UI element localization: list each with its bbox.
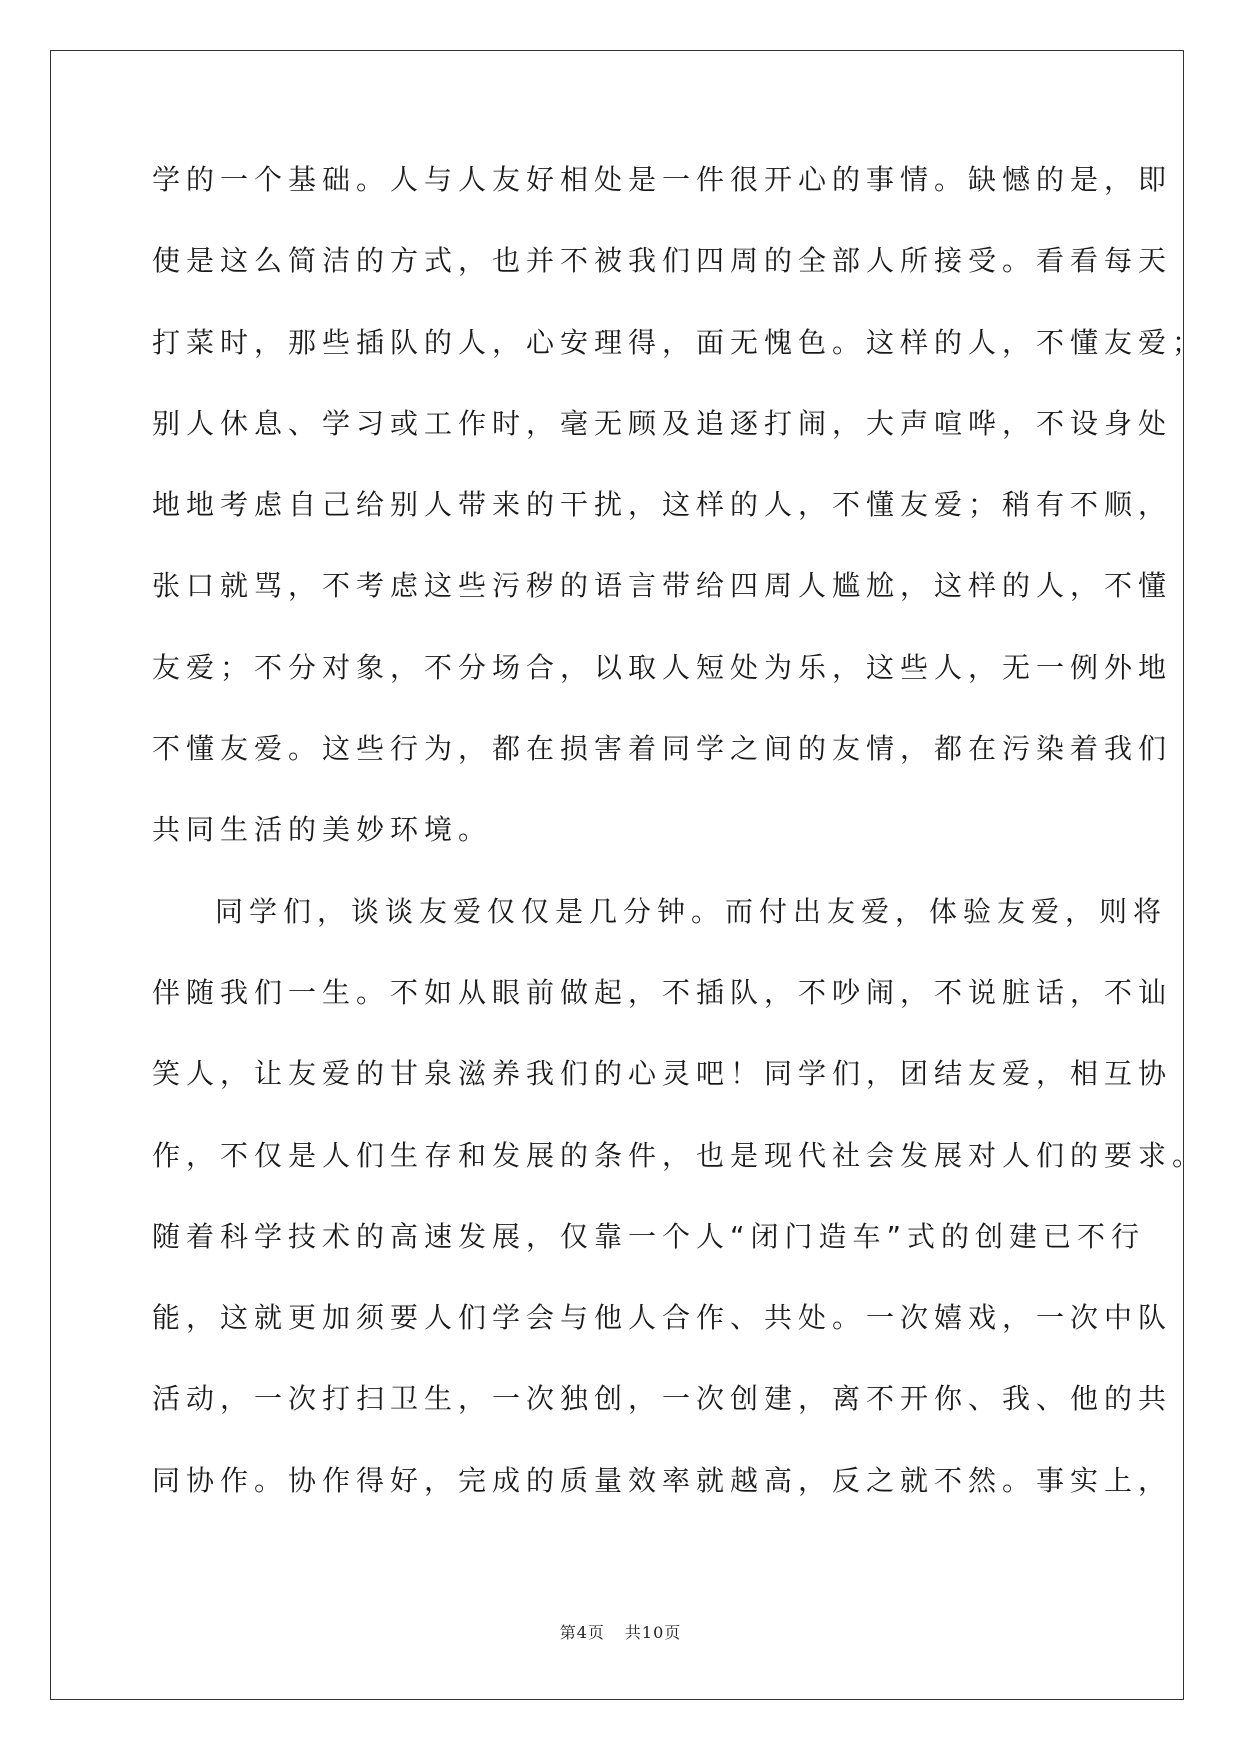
page-number: 第4页: [559, 1623, 605, 1642]
text-line: 学的一个基础。人与人友好相处是一件很开心的事情。缺憾的是，即: [152, 163, 1173, 196]
text-line: 伴随我们一生。不如从眼前做起，不插队，不吵闹，不说脏话，不讪: [152, 975, 1173, 1009]
text-line: 随着科学技术的高速发展，仅靠一个人“闭门造车”式的创建已不行: [152, 1219, 1146, 1253]
text-line: 友爱；不分对象，不分场合，以取人短处为乐，这些人，无一例外地: [152, 650, 1173, 684]
page-footer: [0, 1620, 1241, 1643]
text-line: 同协作。协作得好，完成的质量效率就越高，反之就不然。事实上，: [152, 1463, 1173, 1497]
text-line: 地地考虑自己给别人带来的干扰，这样的人，不懂友爱；稍有不顺，: [152, 488, 1173, 522]
text-line: 笑人，让友爱的甘泉滋养我们的心灵吧！同学们，团结友爱，相互协: [152, 1057, 1173, 1091]
text-line: 共同生活的美妙环境。: [152, 813, 493, 847]
text-line: 张口就骂，不考虑这些污秽的语言带给四周人尴尬，这样的人，不懂: [152, 569, 1173, 603]
text-line: 能，这就更加须要人们学会与他人合作、共处。一次嬉戏，一次中队: [152, 1301, 1173, 1335]
text-line: 使是这么简洁的方式，也并不被我们四周的全部人所接受。看看每天: [152, 244, 1173, 278]
text-line: 不懂友爱。这些行为，都在损害着同学之间的友情，都在污染着我们: [152, 732, 1173, 766]
text-line: 活动，一次打扫卫生，一次独创，一次创建，离不开你、我、他的共: [152, 1382, 1173, 1416]
paragraph-first-line: 同学们，谈谈友爱仅仅是几分钟。而付出友爱，体验友爱，则将: [215, 894, 1168, 928]
text-line: 作，不仅是人们生存和发展的条件，也是现代社会发展对人们的要求。: [152, 1138, 1207, 1172]
page-total: 共10页: [624, 1623, 682, 1642]
document-body: [152, 152, 1207, 1534]
text-line: 打菜时，那些插队的人，心安理得，面无愧色。这样的人，不懂友爱；: [152, 325, 1207, 359]
text-line: 别人休息、学习或工作时，毫无顾及追逐打闹，大声喧哗，不设身处: [152, 406, 1173, 440]
